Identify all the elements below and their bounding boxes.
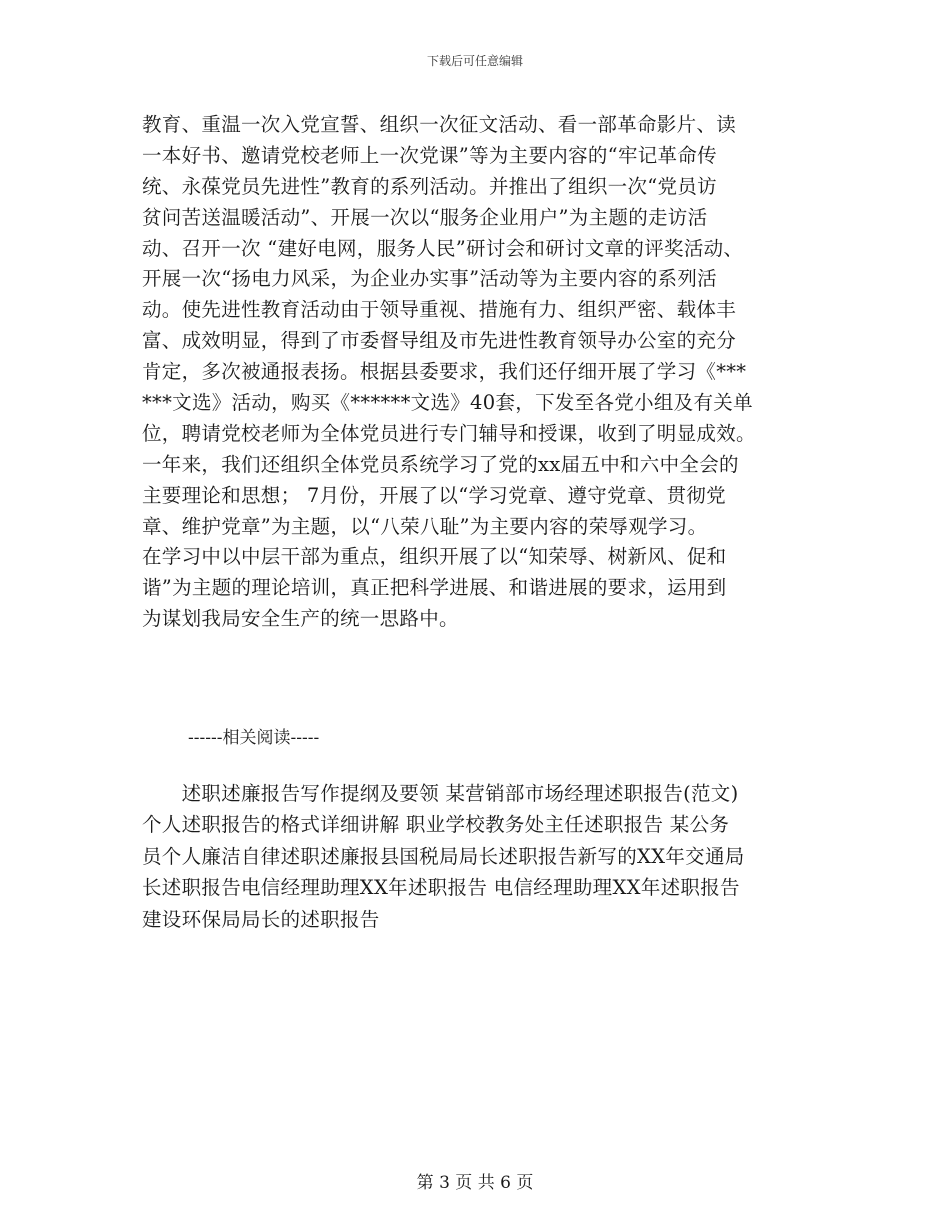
body-line: 主要理论和思想； 7月份，开展了以“学习党章、遵守党章、贯彻党 <box>142 483 726 507</box>
body-text <box>142 110 822 635</box>
related-reading-title: ------相关阅读----- <box>188 728 320 748</box>
related-line: 个人述职报告的格式详细讲解 职业学校教务处主任述职报告 某公务 <box>142 813 730 837</box>
body-line: ***文选》活动，购买《******文选》40套，下发至各党小组及有关单 <box>142 391 753 415</box>
page-number-footer: 第 3 页 共 6 页 <box>416 1173 534 1193</box>
body-line: 动、召开一次 “建好电网，服务人民”研讨会和研讨文章的评奖活动、 <box>142 236 744 260</box>
related-line: 员个人廉洁自律述职述廉报县国税局局长述职报告新写的XX年交通局 <box>142 844 745 868</box>
body-line: 在学习中以中层干部为重点，组织开展了以“知荣辱、树新风、促和 <box>142 545 727 569</box>
body-line: 贫问苦送温暖活动”、开展一次以“服务企业用户”为主题的走访活 <box>142 205 708 229</box>
body-line: 一年来，我们还组织全体党员系统学习了党的xx届五中和六中全会的 <box>142 452 739 476</box>
body-line: 富、成效明显，得到了市委督导组及市先进性教育领导办公室的充分 <box>142 329 737 353</box>
body-line: 教育、重温一次入党宣誓、组织一次征文活动、看一部革命影片、读 <box>142 113 737 136</box>
related-line: 述职述廉报告写作提纲及要领 某营销部市场经理述职报告(范文) <box>142 782 739 805</box>
body-line: 肯定，多次被通报表扬。根据县委要求，我们还仔细开展了学习《*** <box>142 360 747 384</box>
body-line: 一本好书、邀请党校老师上一次党课”等为主要内容的“牢记革命传 <box>142 143 717 167</box>
body-line: 谐”为主题的理论培训，真正把科学进展、和谐进展的要求，运用到 <box>142 576 727 600</box>
body-line: 动。使先进性教育活动由于领导重视、措施有力、组织严密、载体丰 <box>142 298 737 322</box>
related-line: 建设环保局局长的述职报告 <box>142 907 380 931</box>
related-reading-list <box>142 778 822 935</box>
body-line: 开展一次“扬电力风采，为企业办实事”活动等为主要内容的系列活 <box>142 267 717 291</box>
body-line: 为谋划我局安全生产的统一思路中。 <box>142 607 459 631</box>
body-line: 统、永葆党员先进性”教育的系列活动。并推出了组织一次“党员访 <box>142 174 717 198</box>
body-line: 位，聘请党校老师为全体党员进行专门辅导和授课，收到了明显成效。 <box>142 421 756 445</box>
related-line: 长述职报告电信经理助理XX年述职报告 电信经理助理XX年述职报告 <box>142 876 740 900</box>
body-line: 章、维护党章”为主题，以“八荣八耻”为主要内容的荣辱观学习。 <box>142 514 708 538</box>
page-header-note: 下载后可任意编辑 <box>426 54 523 68</box>
